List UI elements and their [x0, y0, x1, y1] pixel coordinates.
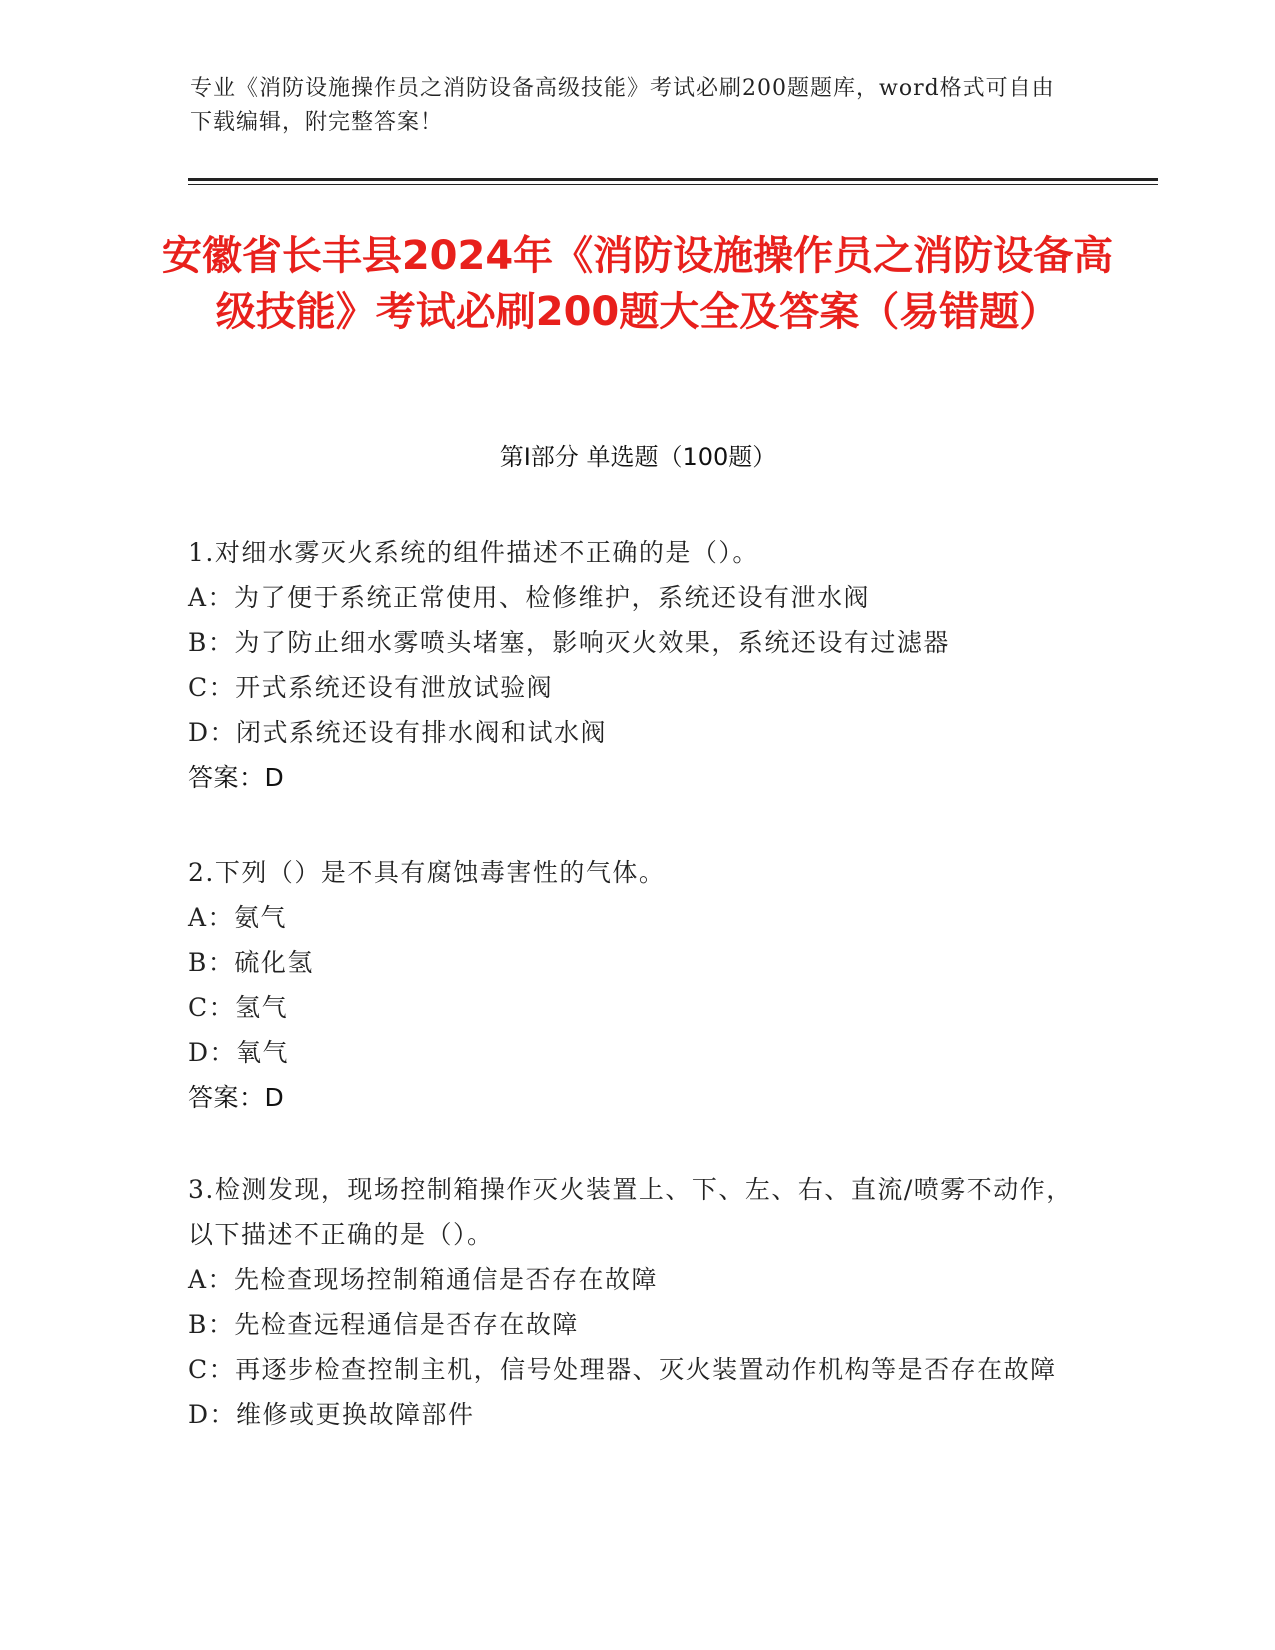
option-a: A：氨气: [188, 903, 288, 932]
question-stem: 3.检测发现，现场控制箱操作灭火装置上、下、左、右、直流/喷雾不动作，以下描述不正确的是（）。: [188, 1175, 1073, 1249]
section-heading: 第I部分 单选题（100题）: [499, 443, 777, 471]
option-b: B：硫化氢: [188, 948, 314, 977]
option-b: B：为了防止细水雾喷头堵塞，影响灭火效果，系统还设有过滤器: [188, 628, 950, 657]
question-stem: 1.对细水雾灭火系统的组件描述不正确的是（）。: [188, 538, 759, 567]
option-b: B：先检查远程通信是否存在故障: [188, 1310, 579, 1339]
answer: 答案：D: [188, 763, 285, 792]
question-3: [188, 1167, 1088, 1437]
option-d: D：维修或更换故障部件: [188, 1400, 475, 1429]
option-c: C：开式系统还设有泄放试验阀: [188, 673, 554, 702]
answer: 答案：D: [188, 1083, 285, 1112]
option-d: D：氧气: [188, 1038, 290, 1067]
question-1: [188, 530, 1088, 800]
header-note: 专业《消防设施操作员之消防设备高级技能》考试必刷200题题库，word格式可自由下载编辑，附完整答案！: [190, 76, 1055, 135]
option-c: C：再逐步检查控制主机，信号处理器、灭火装置动作机构等是否存在故障: [188, 1355, 1057, 1384]
header-divider-thin: [188, 184, 1158, 185]
document-title: 安徽省长丰县2024年《消防设施操作员之消防设备高级技能》考试必刷200题大全及答案（易错题）: [161, 233, 1114, 335]
header-divider-thick: [188, 178, 1158, 181]
question-stem: 2.下列（）是不具有腐蚀毒害性的气体。: [188, 858, 666, 887]
option-a: A：为了便于系统正常使用、检修维护，系统还设有泄水阀: [188, 583, 871, 612]
option-d: D：闭式系统还设有排水阀和试水阀: [188, 718, 608, 747]
option-c: C：氢气: [188, 993, 289, 1022]
option-a: A：先检查现场控制箱通信是否存在故障: [188, 1265, 659, 1294]
question-2: [188, 850, 1088, 1120]
